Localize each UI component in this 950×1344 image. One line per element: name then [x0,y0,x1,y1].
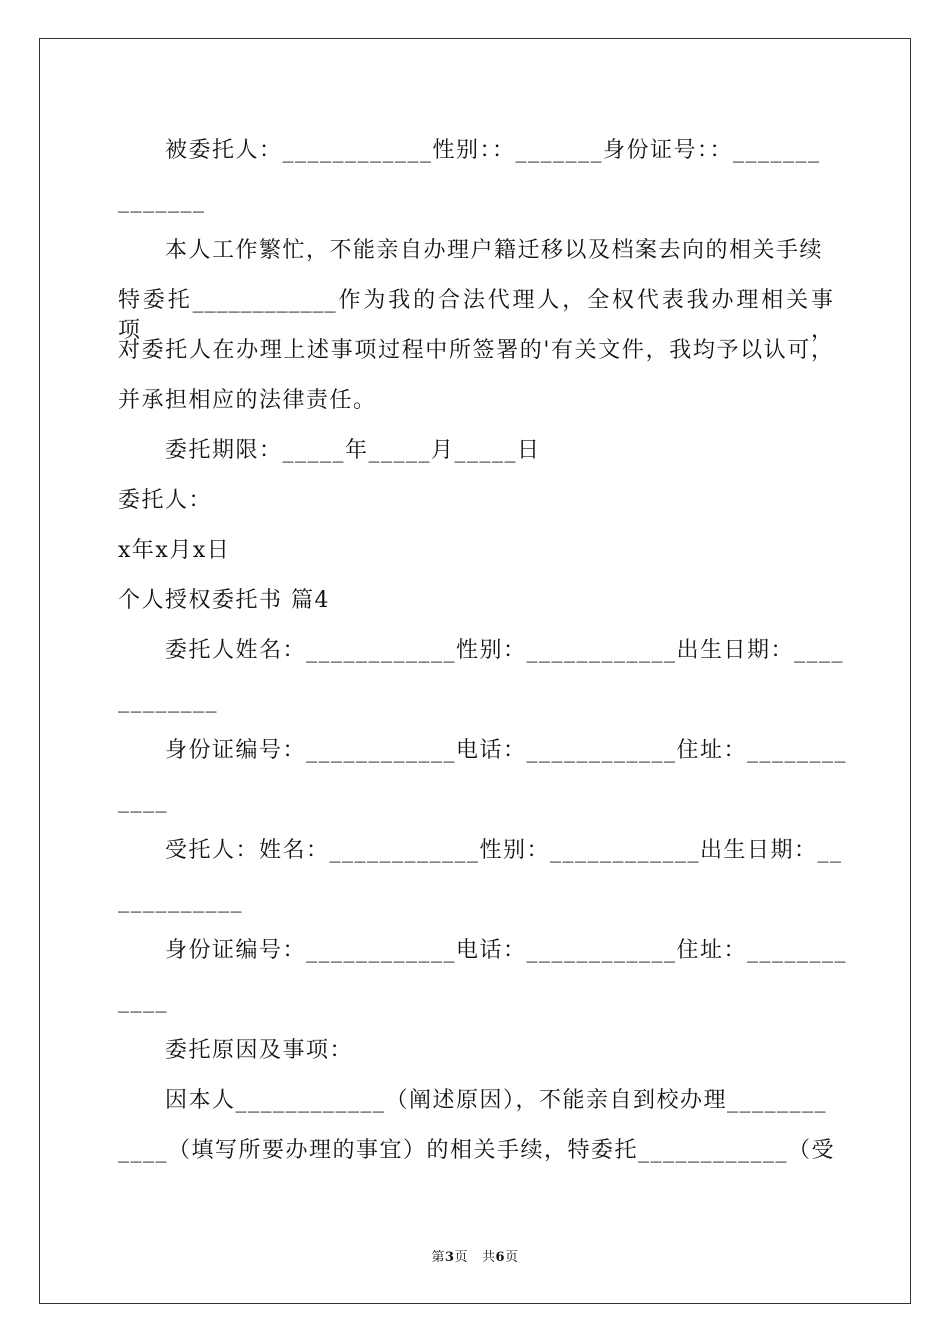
reason-paragraph-line-1: 本人工作繁忙，不能亲自办理户籍迁移以及档案去向的相关手续 [165,238,824,263]
matters-line-1: 因本人____________（阐述原因），不能亲自到校办理________ [165,1088,828,1113]
page-footer [0,1246,950,1265]
principal-id-continuation: ____ [118,788,168,813]
reason-paragraph-line-4: 并承担相应的法律责任。 [118,388,377,413]
agent-info-continuation: __________ [118,888,243,913]
matters-line-2: ____（填写所要办理的事宜）的相关手续，特委托____________（受 [118,1138,836,1163]
principal-info-continuation: ________ [118,688,218,713]
page-prefix: 第 [431,1250,445,1265]
matters-heading: 委托原因及事项： [165,1038,354,1063]
section-heading: 个人授权委托书 篇4 [118,588,330,613]
principal-id-line: 身份证编号：____________电话：____________住址：________ [165,738,848,763]
signature-date: x年x月x日 [118,538,231,563]
agent-id-continuation: ____ [118,988,168,1013]
principal-signature-label: 委托人： [118,488,213,513]
page-number: 3 [444,1250,455,1265]
agent-id-line: 身份证编号：____________电话：____________住址：________ [165,938,848,963]
page-suffix: 页 [454,1250,469,1265]
reason-paragraph-line-2: 特委托____________作为我的合法代理人，全权代表我办理相关事项， [118,288,834,343]
reason-paragraph-line-3: 对委托人在办理上述事项过程中所签署的'有关文件，我均予以认可， [118,338,834,363]
authorization-period: 委托期限：_____年_____月_____日 [165,438,541,463]
principal-info-line: 委托人姓名：____________性别：____________出生日期：____ [165,638,845,663]
trustee-info-line: 被委托人：____________性别：：_______身份证号：：_______ [165,138,821,163]
total-pages: 6 [495,1250,506,1265]
total-suffix: 页 [505,1250,519,1265]
trustee-info-continuation: _______ [118,188,206,213]
agent-info-line: 受托人：姓名：____________性别：____________出生日期：__ [165,838,843,863]
total-prefix: 共 [481,1250,496,1265]
